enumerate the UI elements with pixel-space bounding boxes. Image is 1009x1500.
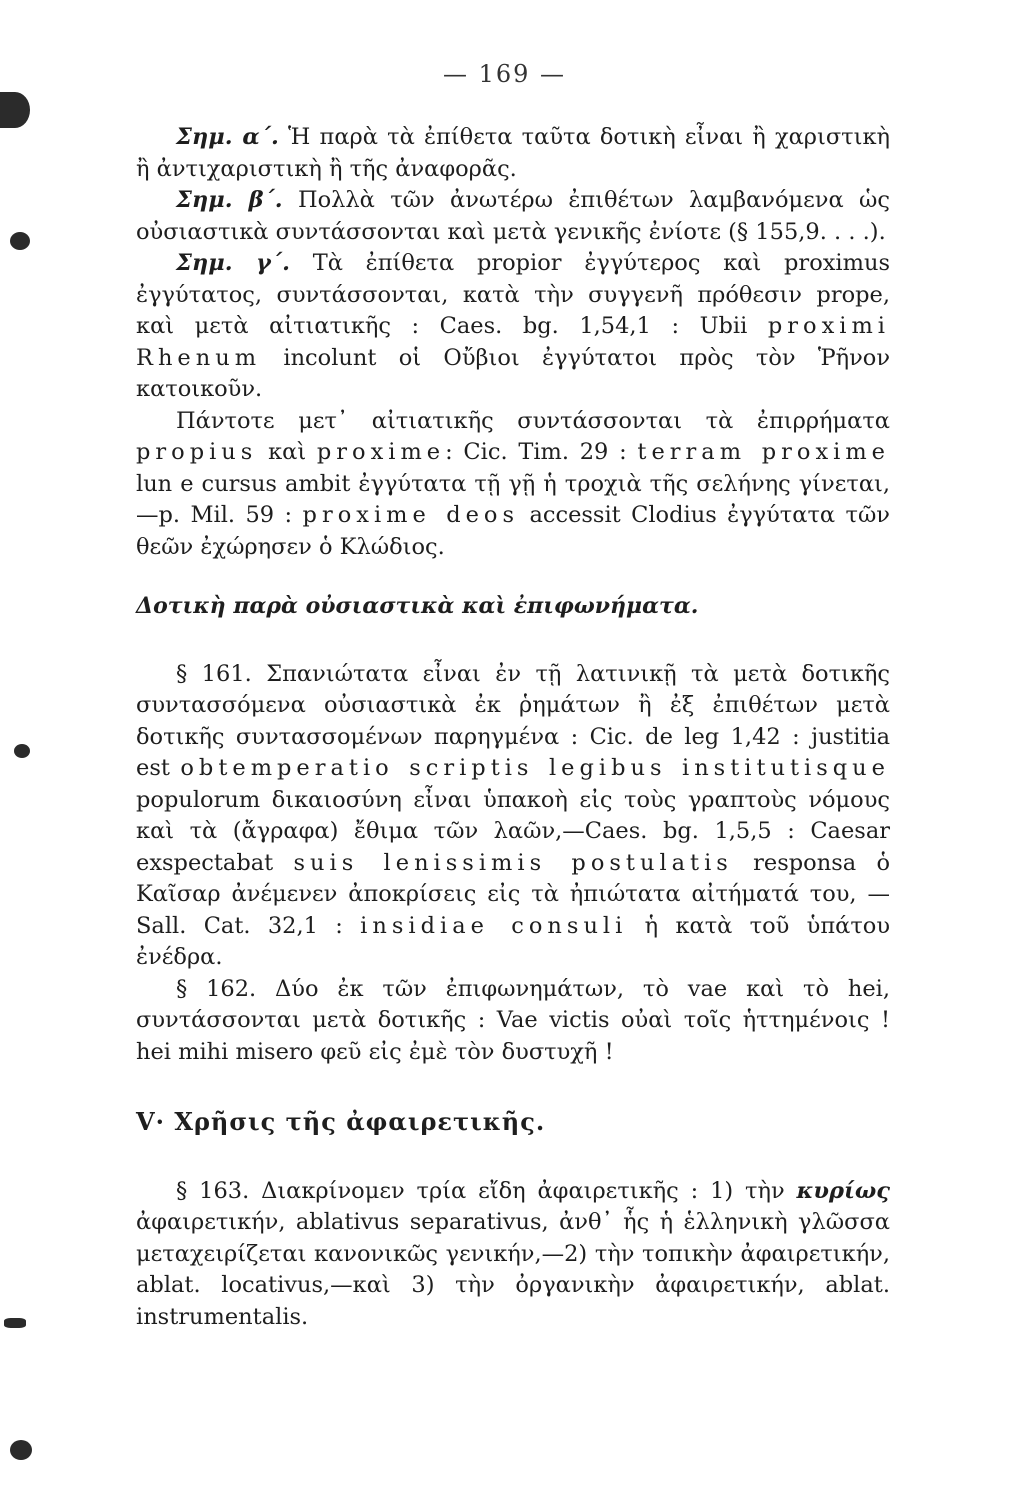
scan-mark — [14, 744, 30, 758]
latin-example: proximi Rhenum — [136, 313, 890, 371]
latin-example: insidiae consuli — [360, 912, 628, 939]
note-label: Σημ. α΄. — [176, 124, 279, 150]
note-beta — [136, 185, 890, 248]
latin-example: proxime — [316, 439, 446, 465]
latin-example: propius — [136, 439, 258, 465]
note-gamma — [136, 248, 890, 406]
paragraph-163 — [136, 1176, 890, 1334]
scan-mark — [10, 232, 30, 250]
emphasis: κυρίως — [796, 1177, 890, 1204]
paragraph-text: § 163. Διακρίνομεν τρία εἴδη ἀφαιρετικῆς : 1) τὴν — [176, 1177, 797, 1204]
scan-mark — [0, 92, 30, 128]
note-text: Τὰ ἐπίθετα propior ἐγγύτερος καὶ proximus ἐγγύτατος, συντάσσονται, κατὰ τὴν συγγενῆ πρόθεσιν prope, καὶ μετὰ αἰτιατικῆς : Caes. bg. 1,54,1 : Ubii — [136, 250, 890, 339]
page-body — [136, 122, 890, 1333]
latin-example: terram proxime — [637, 439, 890, 465]
note-text: incolunt οἱ Οὔβιοι ἐγγύτατοι πρὸς τὸν Ῥῆνον κατοικοῦν. — [136, 344, 890, 402]
paragraph-text: § 161. Σπανιώτατα εἶναι ἐν τῇ λατινικῇ τὰ μετὰ δοτικῆς συντασσόμενα οὐσιαστικὰ ἐκ ῥημάτων ἢ ἐξ ἐπιθέτων μετὰ δοτικῆς συντασσομένων παρηγμένα : Cic. de leg 1,42 : justitia est — [136, 660, 890, 781]
paragraph-text: lun e cursus ambit ἐγγύτατα τῇ γῇ ἡ τροχιὰ τῆς σελήνης γίνεται,—p. Mil. 59 : — [136, 470, 890, 528]
paragraph-text: ἀφαιρετικήν, ablativus separativus, ἀνθ᾽ ἧς ἡ ἑλληνικὴ γλῶσσα μεταχειρίζεται κανονικῶς γενικήν,—2) τὴν τοπικὴν ἀφαιρετικήν, ablat. locativus,—καὶ 3) τὴν ὀργανικὴν ἀφαιρετικήν, ablat. instrumentalis. — [136, 1209, 890, 1330]
paragraph-162: § 162. Δύο ἐκ τῶν ἐπιφωνημάτων, τὸ vae καὶ τὸ hei, συντάσσονται μετὰ δοτικῆς : Vae victis οὐαὶ τοῖς ἡττημένοις ! hei mihi misero φεῦ εἰς ἐμὲ τὸν δυστυχῆ ! — [136, 975, 890, 1065]
note-alpha — [136, 122, 890, 185]
page-number: — 169 — — [442, 60, 567, 88]
paragraph-text: responsa ὁ Καῖσαρ ἀνέμενεν ἀποκρίσεις εἰς τὰ ἠπιώτατα αἰτήματά του, — Sall. Cat. 32,1 : — [136, 849, 890, 939]
paragraph-adverbs — [136, 406, 890, 564]
note-text: Ἡ παρὰ τὰ ἐπίθετα ταῦτα δοτικὴ εἶναι ἢ χαριστικὴ ἢ ἀντιχαριστικὴ ἢ τῆς ἀναφορᾶς. — [136, 124, 890, 182]
paragraph-text: populorum δικαιοσύνη εἶναι ὑπακοὴ εἰς τοὺς γραπτοὺς νόμους καὶ τὰ (ἄγραφα) ἔθιμα τῶν λαῶν,—Caes. bg. 1,5,5 : Caesar exspectabat — [136, 786, 890, 876]
scan-mark — [4, 1318, 26, 1328]
note-text: Πολλὰ τῶν ἀνωτέρω ἐπιθέτων λαμβανόμενα ὡς οὐσιαστικὰ συντάσσονται καὶ μετὰ γενικῆς ἐνίοτε (§ 155,9. . . .). — [136, 187, 890, 245]
paragraph-text: καὶ — [257, 439, 317, 465]
note-label: Σημ. β΄. — [176, 187, 283, 213]
paragraph-text: Πάντοτε μετ᾽ αἰτιατικῆς συντάσσονται τὰ ἐπιρρήματα — [176, 407, 890, 434]
paragraph-text: ἡ κατὰ τοῦ ὑπάτου ἐνέδρα. — [136, 912, 890, 970]
latin-example: proxime deos — [302, 502, 520, 528]
latin-example: obtemperatio scriptis legibus institutisque — [180, 755, 890, 781]
scan-mark — [10, 1440, 32, 1460]
paragraph-161 — [136, 659, 890, 974]
paragraph-text: : Cic. Tim. 29 : — [445, 439, 638, 465]
latin-example: suis lenissimis postulatis — [293, 849, 733, 876]
paragraph-text: accessit Clodius ἐγγύτατα τῶν θεῶν ἐχώρησεν ὁ Κλώδιος. — [136, 502, 890, 560]
section-heading: Δοτικὴ παρὰ οὐσιαστικὰ καὶ ἐπιφωνήματα. — [136, 593, 699, 619]
note-label: Σημ. γ΄. — [176, 250, 290, 276]
chapter-heading: V· Χρῆσις τῆς ἀφαιρετικῆς. — [136, 1107, 546, 1136]
